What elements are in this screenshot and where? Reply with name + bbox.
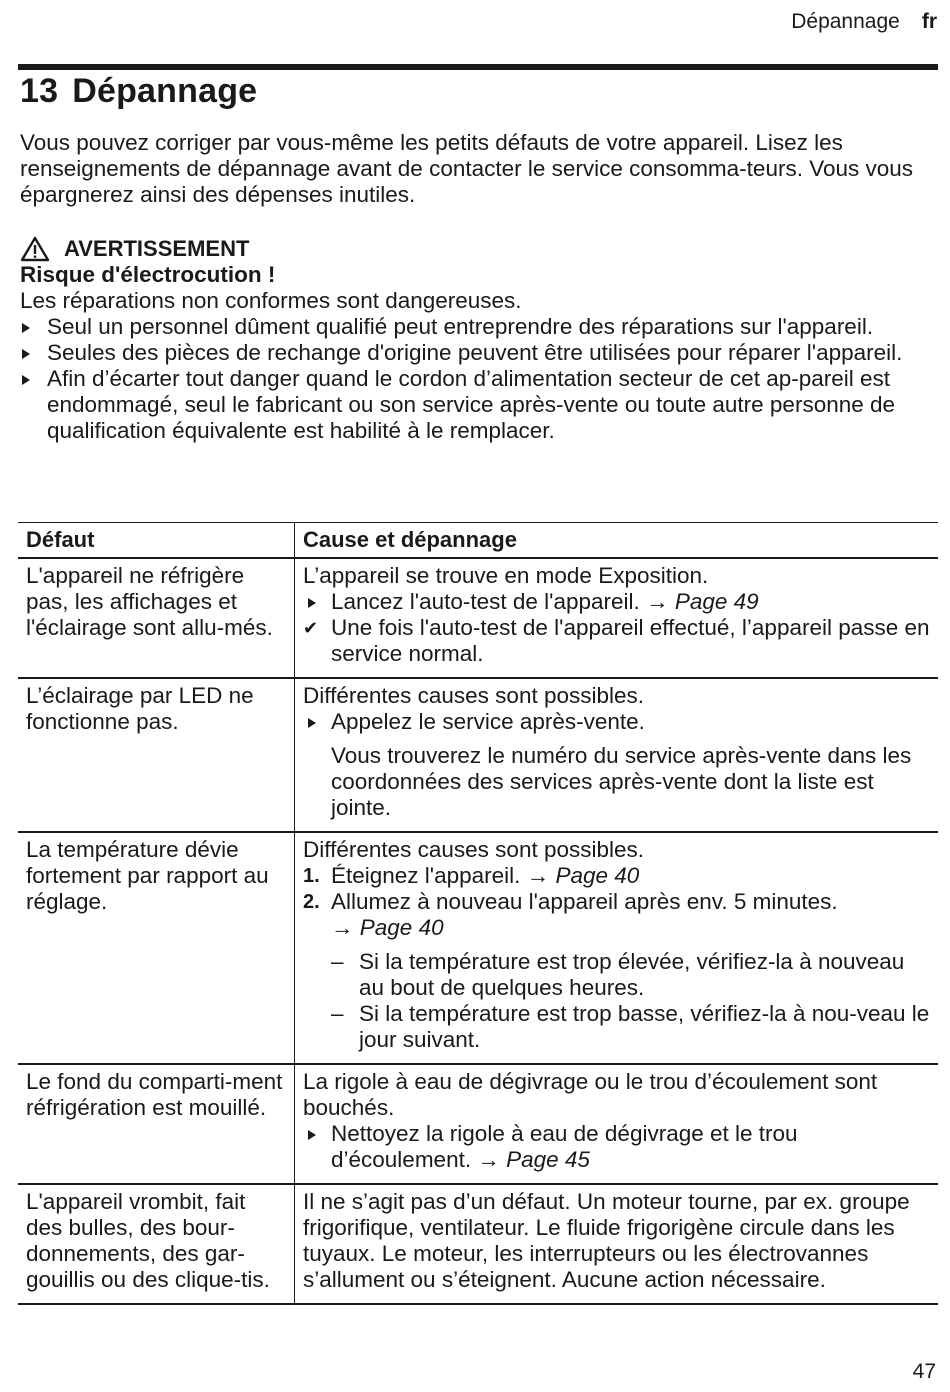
action-step: Nettoyez la rigole à eau de dégivrage et le trou d’écoulement. → Page 45 — [303, 1121, 930, 1173]
table-row — [18, 1184, 938, 1304]
chapter-number: 13 — [20, 72, 59, 110]
sub-item: – Si la température est trop élevée, vérifiez-la à nouveau au bout de quelques heures. — [331, 949, 905, 1000]
numbered-step: 1. Éteignez l'appareil. → Page 40 — [303, 863, 640, 888]
table-row — [18, 1064, 938, 1184]
warning-triangle-icon — [20, 236, 50, 262]
page-number: 47 — [912, 1360, 936, 1383]
chapter-title — [20, 72, 257, 111]
bullet-arrow-icon — [308, 598, 316, 608]
column-header-defect: Défaut — [18, 523, 295, 559]
page-reference[interactable]: Page 49 — [674, 589, 759, 614]
cause-cell: L’appareil se trouve en mode Exposition. Lancez l'auto-test de l'appareil. → Page 49 ✔ Une fois l'auto-test de l'appareil effectué, l’appareil passe en service normal. — [295, 558, 939, 678]
bullet-arrow-icon — [22, 323, 30, 333]
warning-label: AVERTISSEMENT — [64, 236, 250, 261]
numbered-step: 2. Allumez à nouveau l'appareil après env. 5 minutes. → Page 40 — [303, 889, 838, 940]
cause-cell: La rigole à eau de dégivrage ou le trou d’écoulement sont bouchés. Nettoyez la rigole à eau de dégivrage et le trou d’écoulement. → Page 45 — [295, 1064, 939, 1184]
list-item: Seules des pièces de rechange d'origine peuvent être utilisées pour réparer l'appareil. — [20, 340, 936, 366]
warning-risk: Risque d'électrocution ! — [20, 262, 276, 287]
defect-cell: L'appareil ne réfrigère pas, les affichages et l'éclairage sont allu-més. — [18, 558, 295, 678]
table-row — [18, 832, 938, 1064]
page-arrow-icon: → — [526, 863, 550, 888]
warning-heading — [20, 236, 936, 262]
running-header — [791, 10, 937, 34]
cause-cell: Différentes causes sont possibles. Appelez le service après-vente. Vous trouverez le numéro du service après-vente dans les coordonnées des services après-vente dont la liste est jointe. — [295, 678, 939, 832]
warning-list — [20, 314, 936, 444]
column-header-cause: Cause et dépannage — [295, 523, 939, 559]
page-reference[interactable]: Page 40 — [359, 915, 444, 940]
sub-item: – Si la température est trop basse, vérifiez-la à nou-veau le jour suivant. — [331, 1001, 930, 1052]
bullet-arrow-icon — [22, 349, 30, 359]
table-row — [18, 678, 938, 832]
step-note: Vous trouverez le numéro du service après-vente dans les coordonnées des services après-vente dont la liste est jointe. — [331, 743, 912, 820]
page-reference[interactable]: Page 45 — [506, 1147, 590, 1172]
troubleshooting-table — [18, 522, 938, 1305]
result-step: ✔ Une fois l'auto-test de l'appareil effectué, l’appareil passe en service normal. — [303, 615, 930, 666]
bullet-arrow-icon — [22, 375, 30, 385]
page-arrow-icon: → — [331, 915, 354, 940]
dash-icon: – — [331, 949, 344, 974]
page-reference[interactable]: Page 40 — [555, 863, 640, 888]
defect-cell: La température dévie fortement par rapport au réglage. — [18, 832, 295, 1064]
table-header-row — [18, 523, 938, 559]
chapter-title-text: Dépannage — [72, 72, 258, 110]
bullet-arrow-icon — [308, 718, 316, 728]
defect-cell: Le fond du comparti-ment réfrigération est mouillé. — [18, 1064, 295, 1184]
defect-cell: L'appareil vrombit, fait des bulles, des bour-donnements, des gar-gouillis ou des clique-tis. — [18, 1184, 295, 1304]
list-item: Seul un personnel dûment qualifié peut entreprendre des réparations sur l'appareil. — [20, 314, 936, 340]
page-arrow-icon: → — [646, 589, 669, 614]
intro-paragraph: Vous pouvez corriger par vous-même les petits défauts de votre appareil. Lisez les renseignements de dépannage avant de contacter le service consomma-teurs. Vous vous épargnerez ainsi des dépenses inutiles. — [20, 130, 914, 207]
defect-cell: L’éclairage par LED ne fonctionne pas. — [18, 678, 295, 832]
table-row — [18, 558, 938, 678]
page-arrow-icon: → — [477, 1147, 500, 1172]
cause-cell: Différentes causes sont possibles. 1. Éteignez l'appareil. → Page 40 2. Allumez à nouveau l'appareil après env. 5 minutes. → Page 40 – Si la température est trop élevée, vérifiez-la à nouveau au bout de quelques heures. – Si la température est trop basse, vérifiez-la à nou-veau le jour suivant. — [295, 832, 939, 1064]
checkmark-icon: ✔ — [303, 618, 319, 638]
action-step: Appelez le service après-vente. — [303, 709, 930, 735]
dash-icon: – — [331, 1001, 344, 1026]
main-content — [20, 130, 936, 444]
cause-cell: Il ne s’agit pas d’un défaut. Un moteur tourne, par ex. groupe frigorifique, ventilateur. Le fluide frigorigène circule dans les tuyaux. Le moteur, les interrupteurs ou les électrovannes s’allument ou s’éteignent. Aucune action nécessaire. — [295, 1184, 939, 1304]
list-item: Afin d’écarter tout danger quand le cordon d’alimentation secteur de cet ap-pareil est endommagé, seul le fabricant ou son service après-vente ou toute autre personne de qualification équivalente est habilité à le remplacer. — [20, 366, 936, 444]
header-rule — [18, 64, 938, 70]
bullet-arrow-icon — [308, 1130, 316, 1140]
action-step: Lancez l'auto-test de l'appareil. → Page 49 — [303, 589, 930, 615]
language-tag: fr — [921, 10, 937, 33]
warning-text: Les réparations non conformes sont dangereuses. — [20, 288, 522, 313]
running-header-section: Dépannage — [791, 10, 900, 33]
